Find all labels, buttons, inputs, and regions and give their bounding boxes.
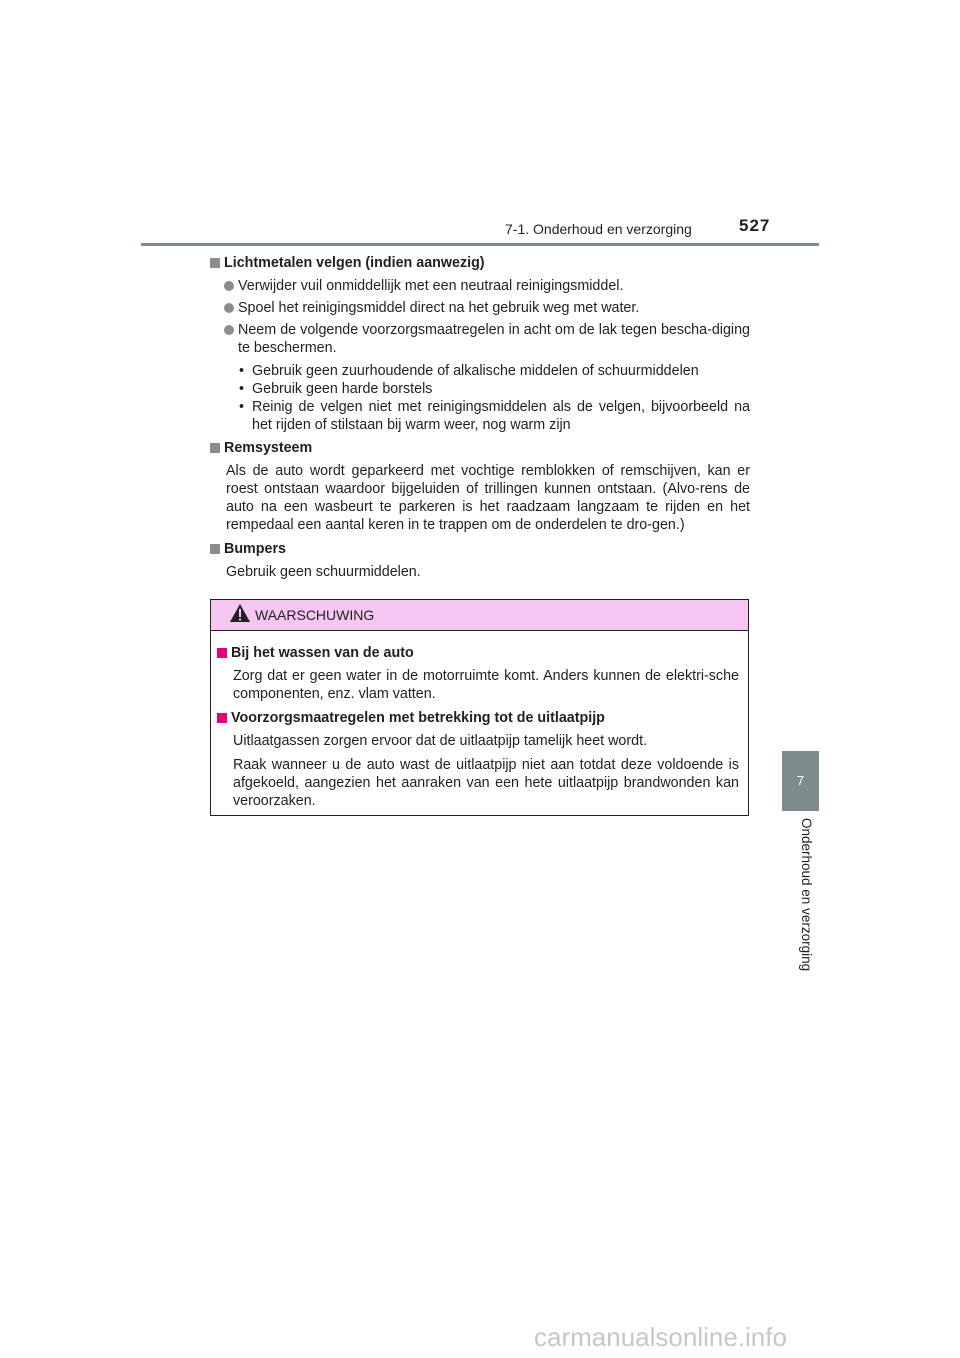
bullet-item: Verwijder vuil onmiddellijk met een neutraal reinigingsmiddel. bbox=[210, 277, 750, 295]
bullet-item: Neem de volgende voorzorgsmaatregelen in acht om de lak tegen bescha-diging te beschermen. bbox=[210, 321, 750, 357]
warning-paragraph: Zorg dat er geen water in de motorruimte komt. Anders kunnen de elektri-sche componenten, enz. vlam vatten. bbox=[233, 668, 739, 702]
warning-header bbox=[211, 600, 748, 631]
warning-paragraph: Uitlaatgassen zorgen ervoor dat de uitlaatpijp tamelijk heet wordt. bbox=[233, 733, 648, 749]
warning-heading: Bij het wassen van de auto bbox=[217, 644, 739, 662]
sub-list bbox=[210, 362, 750, 434]
page-number: 527 bbox=[739, 216, 771, 235]
warning-box bbox=[210, 599, 749, 816]
sub-item: • Gebruik geen zuurhoudende of alkalische middelen of schuurmiddelen bbox=[210, 362, 750, 380]
warning-body bbox=[211, 631, 748, 810]
heading-bumpers: Bumpers bbox=[210, 540, 750, 558]
section-title: 7-1. Onderhoud en verzorging bbox=[505, 221, 692, 237]
heading-remsysteem: Remsysteem bbox=[210, 439, 750, 457]
warning-heading: Voorzorgsmaatregelen met betrekking tot de uitlaatpijp bbox=[217, 709, 739, 727]
paragraph-remsysteem: Als de auto wordt geparkeerd met vochtige remblokken of remschijven, kan er roest ontstaan waardoor bijgeluiden of trillingen kunnen ontstaan. (Alvo-rens de auto na een wasbeurt te parkeren is het raadzaam langzaam te rijden en het rempedaal een aantal keren in te trappen om de onderdelen te dro-gen.) bbox=[226, 463, 750, 533]
chapter-label: Onderhoud en verzorging bbox=[799, 818, 814, 972]
header-rule bbox=[141, 243, 819, 246]
warning-title: WAARSCHUWING bbox=[255, 607, 375, 623]
sub-item: • Gebruik geen harde borstels bbox=[210, 380, 750, 398]
main-content bbox=[210, 254, 750, 587]
heading-velgen: Lichtmetalen velgen (indien aanwezig) bbox=[210, 254, 750, 272]
warning-paragraph: Raak wanneer u de auto wast de uitlaatpijp niet aan totdat deze voldoende is afgekoeld, aangezien het aanraken van een hete uitlaatpijp brandwonden kan veroorzaken. bbox=[233, 757, 739, 809]
bullet-item: Spoel het reinigingsmiddel direct na het gebruik weg met water. bbox=[210, 299, 750, 317]
watermark: carmanualsonline.info bbox=[534, 1322, 787, 1352]
paragraph-bumpers: Gebruik geen schuurmiddelen. bbox=[226, 564, 421, 580]
sub-item: • Reinig de velgen niet met reinigingsmiddelen als de velgen, bijvoorbeeld na het rijden of stilstaan bij warm weer, nog warm zijn bbox=[210, 398, 750, 434]
chapter-tab[interactable]: 7 bbox=[782, 751, 819, 811]
warning-triangle-icon bbox=[229, 603, 251, 623]
